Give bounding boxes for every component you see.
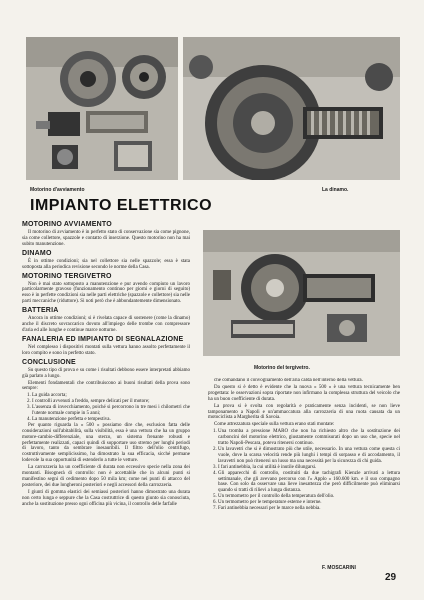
text-motorino-tergivetro: Non è mai stato sottoposto a manutenzione e pur avendo compiuto un lavoro particolarmente gravoso (funzionamento continuo per giorni e giorni di seguito) esso è in perfette condizioni sia nelle parti elettriche (spazzole e collettore) sia nelle parti meccaniche (riduttore). Si noti però che è abbondantemente dimensionato. [22, 281, 190, 305]
conclusione-list [22, 393, 190, 423]
heading-batteria: BATTERIA [22, 307, 59, 315]
starter-motor-caption: Motorino d'avviamento [30, 187, 85, 193]
list-item: 2. I controlli avvenuti a freddo, sempre delicati per il motore; [32, 399, 190, 405]
list-item: 5. Un termometro per il controllo della temperatura dell'olio. [218, 494, 400, 500]
list-item: 6. Un termometro per le temperature esterne e interne. [218, 500, 400, 506]
text-dinamo: È in ottime condizioni; sia nel collettore sia nelle spazzole; essa è stata sottoposta alla periodica revisione secondo le norme della Casa. [22, 258, 190, 270]
text-conclusione-3: Per quanto riguarda la « 500 » possiamo dire che, esclusion fatta delle considerazioni sull'abitabilità, sulla visibilità, essa è una vettura che ha un gruppo motore-cambio-differenziale, una sterzo, un sistema frenante robusti e perfettamente realizzati, capaci quindi di sopportare uso stremo per lunghi periodi di lavoro, tanto da sembrare inesauribili. Il filtro dell'olio centrifugo, costruttivamente semplicissimo, ha dimostrato la sua efficacia, sicché permane lodevole la sua opportunità di estenderlo a tutte le vetture. [22, 422, 190, 464]
right-column [208, 378, 400, 564]
heading-fanaleria: FANALERIA ED IMPIANTO DI SEGNALAZIONE [22, 335, 184, 343]
text-right-2: Da questo si è detto è evidente che la nuova « 500 » è una vettura tecnicamente ben progettata: le osservazioni sopra riportate non infirmano la complessa struttura del veicolo che ha un buon coefficiente di durata. [208, 384, 400, 402]
dynamo-photo [183, 37, 400, 180]
page-title: IMPIANTO ELETTRICO [30, 197, 213, 214]
wiper-motor-caption: Motorino del tergivetro. [254, 365, 310, 371]
page-number: 29 [385, 572, 397, 583]
text-batteria: Ancora in ottime condizioni; si è rivelata capace di sostenere (come la dinamo) anche il discreto sovraccarico dovuto all'impiego delle trombe con compressore d'aria ed alle lunghe e continue marce notturne. [22, 316, 190, 333]
heading-motorino-avviamento: MOTORINO AVVIAMENTO [22, 221, 112, 228]
list-item: 3. L'assenza di invecchiamento, poiché si percorrono in tre mesi i chilometri che l'utente normale compie in 5 anni; [32, 405, 190, 417]
list-item: 2. Un lavavetri che si è dimostrato più che utile, necessario. In una vettura come questa ci vuole, dove la scarsa velocità rende più lunghi i tempi di sorpasso e di accodamento, il lavavetri non può ritenersi un lusso ma una necessità per la sicurezza di chi guida. [218, 447, 400, 465]
text-conclusione-4: La carrozzeria ha un coefficiente di durata non eccessivo specie nella zona dei montanti. Bisognerà di controllo: non è accettabile che in alcuni punti si manifestino segni di cedimento dopo 50 mila km; come nei punti di attacco del posteriore, dei due longheroni posteriori e negli accessori della carrozzeria. [22, 465, 190, 488]
text-right-3: La prova si è svolta con regolarità e praticamente senza incidenti, se non lieve tamponamento a Napoli e un'ammaccatura alla carrozzeria di una ruota causata da un motociclista a Margherita di Savoia. [208, 403, 400, 421]
heading-motorino-tergivetro: MOTORINO TERGIVETRO [22, 272, 112, 280]
text-right-1: che comandano il convogliamento dell'aria calda nell'interno della vettura. [214, 378, 363, 383]
text-conclusione-5: I giunti di gomma elastici dei semiassi posteriori hanno dimostrato una durata non certo lunga e seppure che la Casa costruttrice di questo giunto sia conosciuta, anche la sostituzione presso ogni officina più vicina, il controllo delle farfalle [22, 489, 190, 507]
list-item: 4. Gli apparecchi di controllo, costituiti da due tachigrafi Kienzle arrivati a lettura settimanale, che gli avevano percorso con l'« Applo » 160.600 km. e il suo compagno base. Con solo da osservare una lieve inesattezza che però difficilmente può eliminarsi quando si tratti di rilievi a lunga distanza. [218, 471, 400, 495]
wiper-motor-photo [203, 230, 400, 356]
text-fanaleria: Nel complesso i dispositivi montati sulla vettura hanno assolto perfettamente il loro compito e sono in perfetto stato. [22, 344, 190, 356]
text-conclusione-2: Elementi fondamentali che contribuiscono ai buoni risultati della prova sono sempre: [22, 380, 190, 392]
list-item: 7. Fari antinebbia necessari per le marce nella nebbia. [218, 506, 400, 512]
dynamo-caption: La dinamo. [322, 187, 349, 193]
list-item: 4. La manutenzione perfetta e tempestiva. [32, 417, 190, 423]
text-right-4: Come attrezzatura speciale sulla vettura erano stati montate: [214, 422, 335, 428]
text-conclusione-1: Su questo tipo di prova e su come i risultati debbono essere interpretati abbiamo già parlato a lungo. [22, 367, 190, 379]
left-column [22, 219, 190, 564]
list-item: 1. Una tromba a pressione MARO che non ha richiesto altro che la sostituzione dei carboncini del motorino elettrico, giustamente commisurati dopo un uso che, specie nel tratto Napoli-Pescara, poteva ritenersi continuo. [218, 429, 400, 447]
attrezzatura-list [208, 429, 400, 512]
starter-motor-photo [26, 37, 178, 180]
list-item: 1. La guida accorta; [32, 393, 190, 399]
text-motorino-avviamento: Il motorino di avviamento è in perfetto stato di conservazione sia come pignone, sia come collettore, spazzole e contatto di inserzione. Questo motorino non ha mai subito manutenzione. [22, 230, 190, 247]
heading-conclusione: CONCLUSIONE [22, 358, 76, 366]
heading-dinamo: DINAMO [22, 249, 52, 257]
author-signature: F. MOSCARINI [322, 565, 356, 571]
list-item: 3. I fari antinebbia, la cui utilità è inutile dilungarsi. [218, 465, 400, 471]
